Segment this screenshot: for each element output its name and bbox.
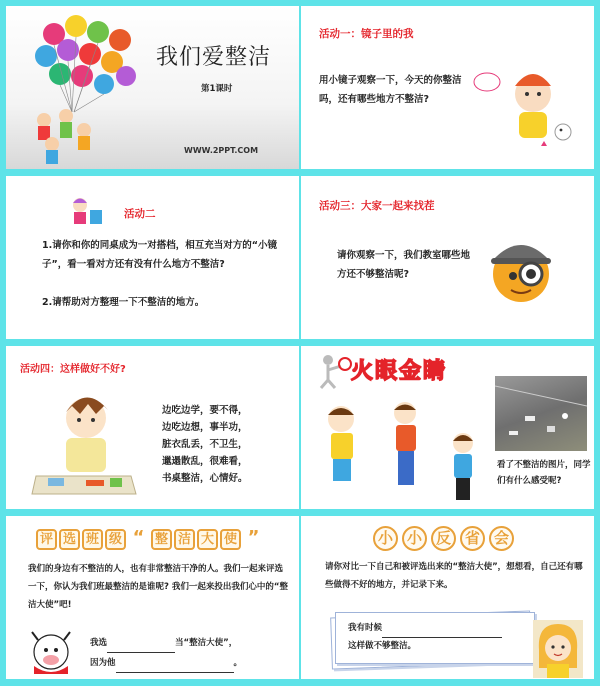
banner-char: 整: [151, 529, 172, 550]
rhyme-line: 脏衣乱丢，不卫生，: [162, 439, 248, 450]
rhyme-line: 边吃边想，事半功，: [162, 422, 248, 433]
activity-item-1: 1.请你和你的同桌成为一对搭档，相互充当对方的“小镜子”，看一看对方还有没有什么地方不整洁?: [42, 240, 277, 270]
note-paper: [335, 612, 535, 664]
ambassador-body: 我们的身边有不整洁的人，也有非常整洁干净的人。我们一起来评选一下，你认为我们班最整洁的是谁呢? 我们一起来投出我们心中的“整洁大使”吧!: [28, 564, 288, 610]
ambassador-banner: [36, 528, 266, 550]
banner-char: ”: [247, 527, 260, 548]
note-line-1: [348, 619, 502, 638]
three-boys-icon: [313, 401, 488, 506]
activity-body: 用小镜子观察一下，今天的你整洁吗，还有哪些地方不整洁?: [319, 75, 462, 105]
banner-char: 省: [460, 526, 485, 551]
slide-activity-3[interactable]: [301, 176, 594, 339]
banner-char: “: [132, 527, 145, 548]
activity-heading: 活动二: [124, 208, 156, 220]
banner-char: 选: [59, 529, 80, 550]
vote-reason-label: 因为他: [90, 658, 116, 668]
messy-street-photo: [495, 376, 587, 451]
note-line-2: 这样做不够整洁。: [348, 641, 417, 651]
litter-icon: [495, 376, 587, 451]
note-label: 我有时候: [348, 623, 383, 633]
activity-item-2: 2.请帮助对方整理一下不整洁的地方。: [42, 297, 205, 308]
banner-char: 评: [36, 529, 57, 550]
vote-line-2: [90, 654, 242, 673]
slide-title[interactable]: [6, 6, 299, 169]
activity-heading: 活动四：这样做好不好?: [20, 364, 126, 375]
slide-activity-2[interactable]: [6, 176, 299, 339]
activity-body: 请你观察一下，我们教室哪些地方还不够整洁呢?: [337, 250, 471, 280]
page-title: 我们爱整洁: [156, 45, 272, 70]
slide-self-review[interactable]: [301, 516, 594, 679]
girl-mirror-icon: [471, 56, 581, 156]
banner-char: 班: [82, 529, 103, 550]
slide-activity-1[interactable]: [301, 6, 594, 169]
self-review-body: 请你对比一下自己和被评选出来的“整洁大使”，想想看，自己还有哪些做得不好的地方，并记录下来。: [325, 562, 583, 590]
photo-caption: 看了不整洁的图片，同学们有什么感受呢?: [497, 460, 591, 486]
figure-magnifier-icon: [315, 352, 353, 390]
vote-end-mark: 。: [233, 658, 243, 668]
site-url: WWW.2PPT.COM: [184, 146, 259, 155]
activity-heading: 活动三：大家一起来找茬: [319, 200, 435, 212]
rhyme-line: 边吃边学，要不得，: [162, 405, 248, 416]
banner-char: 级: [105, 529, 126, 550]
kids-playing-icon: [66, 196, 106, 226]
banner-char: 洁: [174, 529, 195, 550]
rhyme-line: 邋遢散乱，很难看，: [162, 456, 248, 467]
banner-char: 小: [402, 526, 427, 551]
banner-char: 会: [489, 526, 514, 551]
lesson-subtitle: 第1课时: [201, 84, 233, 94]
vote-line-1: [90, 634, 237, 653]
rhyme-list: [162, 402, 292, 487]
balloons-kids-icon: [24, 12, 142, 167]
banner-char: 小: [373, 526, 398, 551]
vote-blank-name[interactable]: [107, 641, 175, 653]
banner-char: 反: [431, 526, 456, 551]
detective-magnifier-icon: [481, 226, 561, 306]
slide-sharp-eyes[interactable]: [301, 346, 594, 509]
slide-select-ambassador[interactable]: [6, 516, 299, 679]
slide-activity-4[interactable]: [6, 346, 299, 509]
vote-blank-reason[interactable]: [116, 661, 234, 673]
girl-portrait-icon: [533, 620, 583, 678]
vote-label-a: 我选: [90, 638, 108, 648]
activity-heading: 活动一：镜子里的我: [319, 28, 414, 40]
banner-char: 使: [220, 529, 241, 550]
cow-mascot-icon: [26, 626, 76, 676]
vote-label-b: 当“整洁大使”，: [175, 638, 238, 648]
sharp-eyes-title: 火眼金睛: [351, 359, 448, 384]
boy-messy-desk-icon: [26, 384, 141, 504]
banner-char: 大: [197, 529, 218, 550]
rhyme-line: 书桌整洁，心情好。: [162, 473, 248, 484]
slide-grid: [6, 6, 594, 680]
self-review-banner: [373, 526, 518, 551]
